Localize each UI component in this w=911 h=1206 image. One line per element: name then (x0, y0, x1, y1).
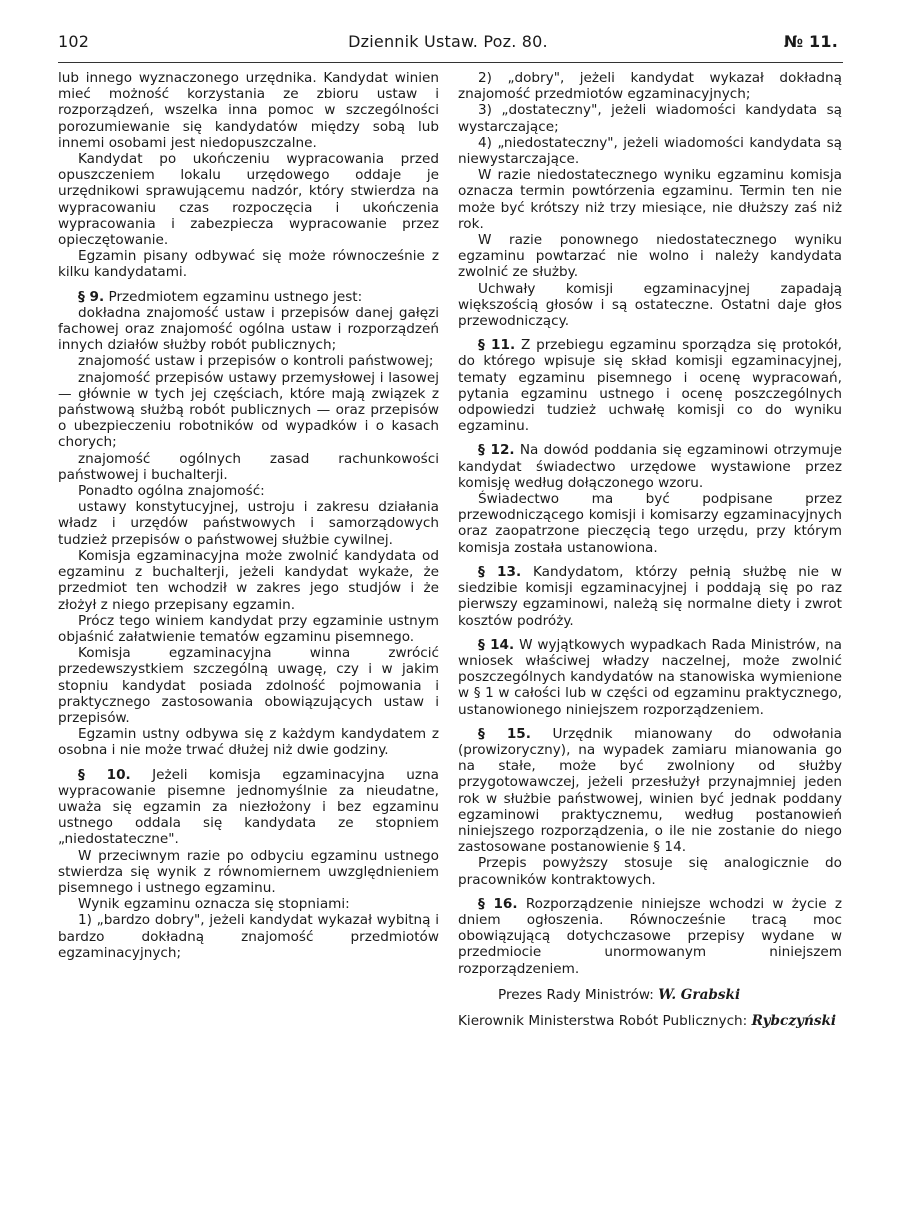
section-10 (58, 767, 439, 848)
section-number: § 9. (78, 288, 105, 305)
paragraph: znajomość przepisów ustawy przemysłowej i lasowej — głównie w tych jej częściach, które mają związek z państwową służbą robót publicznych — oraz przepisów o ubezpieczeniu robotników od wypadków i o kasach chorych; (58, 369, 439, 451)
paragraph: W razie ponownego niedostatecznego wyniku egzaminu powtarzać nie wolno i należy kandydata zwolnić ze służby. (458, 232, 842, 281)
paragraph: Egzamin pisany odbywać się może równocześnie z kilku kandydatami. (58, 248, 439, 281)
header-rule (58, 62, 843, 63)
section-text: Z przebiegu egzaminu sporządza się protokół, do którego wpisuje się skład komisji egzaminacyjnej, tematy egzaminu pisemnego i ocenę wypracowań, pytania egzaminu ustnego i ocenę poszczególnych odpowiedzi tudzież uchwałę komisji co do wyniku egzaminu. (458, 337, 842, 435)
section-9 (58, 289, 439, 305)
paragraph: Egzamin ustny odbywa się z każdym kandydatem z osobna i nie może trwać dłużej niż dwie godziny. (58, 726, 439, 759)
section-15 (458, 726, 842, 856)
paragraph: W razie niedostatecznego wyniku egzaminu komisja oznacza termin powtórzenia egzaminu. Termin ten nie może być krótszy niż trzy miesiące, nie dłuższy zaś niż rok. (458, 167, 842, 232)
section-12 (458, 442, 842, 491)
section-text: Jeżeli komisja egzaminacyjna uzna wypracowanie pisemne jednomyślnie za nieudatne, uważa się egzamin za niezłożony i bez egzaminu ustnego oddala się kandydata ze stopniem „niedostateczne". (58, 766, 439, 848)
paragraph: Świadectwo ma być podpisane przez przewodniczącego komisji i komisarzy egzaminacyjnych oraz zaopatrzone pieczęcią tego urzędu, przy którym komisja została ustanowiona. (458, 491, 842, 556)
paragraph: Komisja egzaminacyjna winna zwrócić przedewszystkiem szczególną uwagę, czy i w jakim stopniu kandydat posiada zdolność pojmowania i praktycznego zastosowania obowiązujących ustaw i przepisów. (58, 645, 439, 726)
signature-ministry-head (458, 1013, 842, 1029)
paragraph: lub innego wyznaczonego urzędnika. Kandydat winien mieć możność korzystania ze zbioru ustaw i rozporządzeń, wszelka inna pomoc w szczególności porozumiewanie się kandydatów między sobą lub innemi osobami jest niedopuszczalne. (58, 70, 439, 151)
list-item: 3) „dostateczny", jeżeli wiadomości kandydata są wystarczające; (458, 102, 842, 135)
section-number: § 14. (478, 636, 515, 653)
section-number: § 15. (478, 725, 531, 742)
list-item: 2) „dobry", jeżeli kandydat wykazał dokładną znajomość przedmiotów egzaminacyjnych; (458, 70, 842, 103)
signature-name: Rybczyński (751, 1012, 837, 1029)
paragraph: Komisja egzaminacyjna może zwolnić kandydata od egzaminu z buchalterji, jeżeli kandydat wykaże, że przedmiot ten wchodził w zakres jego studjów i że złożył z niego przepisany egzamin. (58, 547, 439, 613)
section-16 (458, 896, 842, 977)
section-number: § 11. (478, 337, 516, 354)
section-14 (458, 637, 842, 718)
paragraph: znajomość ogólnych zasad rachunkowości państwowej i buchalterji. (58, 450, 439, 483)
section-text: Przedmiotem egzaminu ustnego jest: (108, 288, 363, 305)
section-number: § 16. (478, 895, 518, 912)
signature-label: Prezes Rady Ministrów: (498, 986, 654, 1003)
signature-prime-minister (458, 987, 842, 1003)
issue-number: № 11. (783, 32, 838, 51)
section-text: Rozporządzenie niniejsze wchodzi w życie z dniem ogłoszenia. Równocześnie tracą moc obowiązującą dotychczasowe przepisy wydane w przedmiocie unormowanym niniejszem rozporządzeniem. (458, 895, 842, 977)
left-column (58, 70, 439, 961)
paragraph: Ponadto ogólna znajomość: (78, 483, 265, 500)
section-number: § 12. (478, 442, 515, 459)
section-number: § 10. (78, 766, 131, 783)
paragraph: Kandydat po ukończeniu wypracowania przed opuszczeniem lokalu urzędowego oddaje je urzędnikowi sprawującemu nadzór, który stwierdza na wypracowaniu czas rozpoczęcia i ukończenia wypracowania i zabezpiecza wypracowanie przez opieczętowanie. (58, 151, 439, 249)
paragraph: znajomość ustaw i przepisów o kontroli państwowej; (78, 353, 434, 370)
paragraph: dokładna znajomość ustaw i przepisów danej gałęzi fachowej oraz znajomość ogólna ustaw i rozporządzeń innych działów służby robót publicznych; (58, 304, 439, 354)
journal-title: Dziennik Ustaw. Poz. 80. (348, 32, 548, 51)
signature-label: Kierownik Ministerstwa Robót Publicznych: (458, 1012, 748, 1029)
paragraph: Prócz tego winiem kandydat przy egzaminie ustnym objaśnić załatwienie tematów egzaminu pisemnego. (58, 612, 439, 645)
section-text: Na dowód poddania się egzaminowi otrzymuje kandydat świadectwo urzędowe wystawione przez komisję według dołączonego wzoru. (458, 442, 842, 491)
section-text: Urzędnik mianowany do odwołania (prowizoryczny), na wypadek zamiaru mianowania go na stałe, może być zwolniony od służby przygotowawczej, jeżeli przesłużył przynajmniej jeden rok w służbie państwowej, winien być jednak poddany egzaminowi praktycznemu, według postanowień niniejszego rozporządzenia, o ile nie zostanie do niego zastosowane postanowienie § 14. (458, 725, 842, 856)
section-11 (458, 337, 842, 434)
section-13 (458, 564, 842, 629)
page-number: 102 (58, 32, 90, 51)
section-text: W wyjątkowych wypadkach Rada Ministrów, na wniosek właściwej władzy naczelnej, może zwolnić poszczególnych kandydatów na stanowiska wymienione w § 1 w całości lub w części od egzaminu praktycznego, ustanowionego niniejszem rozporządzeniem. (458, 636, 842, 718)
paragraph: Wynik egzaminu oznacza się stopniami: (78, 896, 350, 913)
list-item: 1) „bardzo dobry", jeżeli kandydat wykazał wybitną i bardzo dokładną znajomość przedmiotów egzaminacyjnych; (58, 912, 439, 961)
page-header (58, 32, 838, 56)
section-text: Kandydatom, którzy pełnią służbę nie w siedzibie komisji egzaminacyjnej i poddają się po raz pierwszy egzaminowi, należą się normalne diety i zwrot kosztów podróży. (458, 563, 842, 629)
list-item: 4) „niedostateczny", jeżeli wiadomości kandydata są niewystarczające. (458, 134, 842, 168)
right-column (458, 70, 842, 1029)
paragraph: ustawy konstytucyjnej, ustroju i zakresu działania władz i urzędów państwowych i samorządowych tudzież przepisów o państwowej służbie cywilnej. (58, 499, 439, 548)
signature-name: W. Grabski (658, 986, 741, 1003)
paragraph: Przepis powyższy stosuje się analogicznie do pracowników kontraktowych. (458, 855, 842, 888)
paragraph: Uchwały komisji egzaminacyjnej zapadają większością głosów i są ostateczne. Ostatni daje głos przewodniczący. (458, 280, 842, 330)
paragraph: W przeciwnym razie po odbyciu egzaminu ustnego stwierdza się wynik z równomiernem uwzględnieniem pisemnego i ustnego egzaminu. (58, 847, 439, 896)
section-number: § 13. (478, 563, 522, 580)
